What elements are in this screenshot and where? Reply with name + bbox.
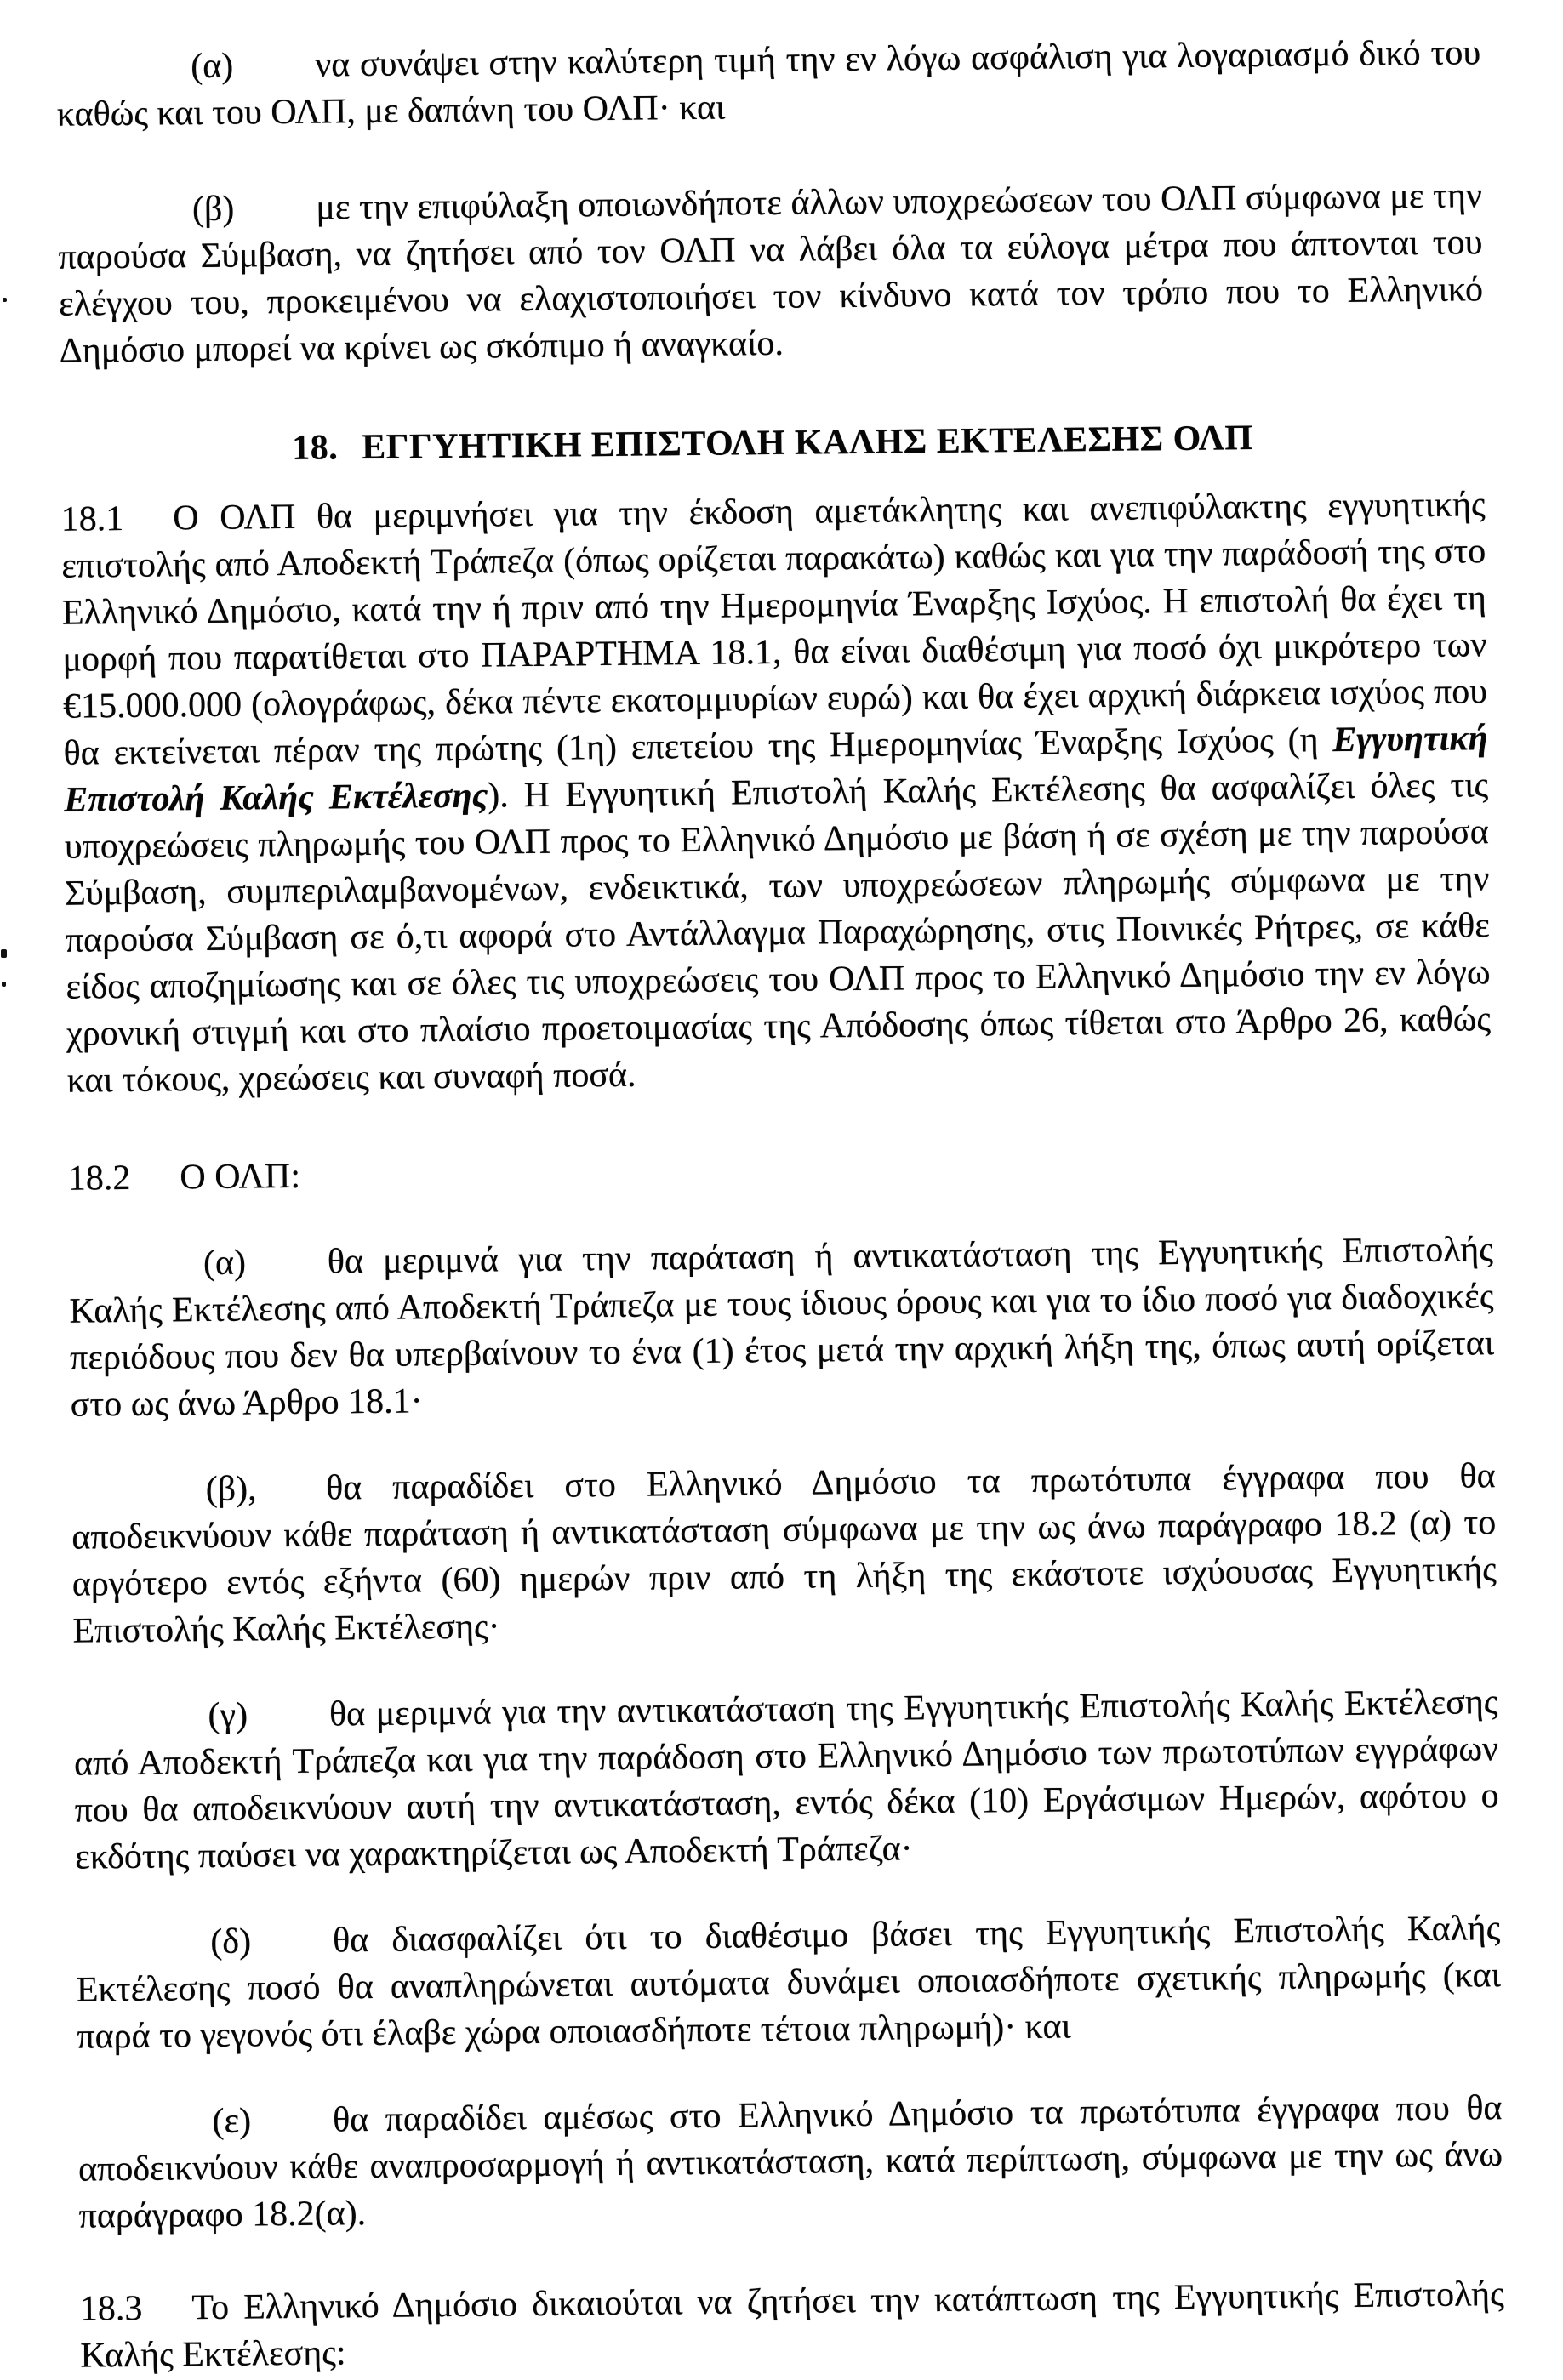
scan-speck <box>2 982 6 987</box>
item-label: (β) <box>192 190 235 230</box>
label-gap <box>248 1726 329 1727</box>
section-heading <box>60 413 1485 475</box>
item-text: θα μεριμνά για την παράταση ή αντικατάσταση της Εγγυητικής Επιστολής Καλής Εκτέλεσης από Αποδεκτή Τράπεζα με τους ίδιους όρους και για το ίδιο ποσό για διαδοχικές περιόδους που δεν θα υπερβαίνουν το ένα (1) έτος μετά την αρχική λήξη της, όπως αυτή ορίζεται στο ως άνω Άρθρο 18.1· <box>69 1230 1494 1425</box>
label-gap <box>246 1273 328 1274</box>
item-18-2-delta <box>76 1905 1502 2061</box>
heading-title: ΕΓΓΥΗΤΙΚΗ ΕΠΙΣΤΟΛΗ ΚΑΛΗΣ ΕΚΤΕΛΕΣΗΣ ΟΛΠ <box>362 418 1253 467</box>
item-18-2-alpha <box>69 1227 1495 1429</box>
item-18-2-beta <box>71 1453 1497 1655</box>
scan-speck <box>1 949 7 958</box>
section-18-3 <box>80 2271 1505 2380</box>
number-gap <box>142 2319 191 2320</box>
number-gap <box>123 529 173 530</box>
item-18-2-epsilon <box>77 2085 1503 2241</box>
item-label: (γ) <box>208 1696 248 1735</box>
section-text: Ο ΟΛΠ θα μεριμνήσει για την έκδοση αμετάκλητης και ανεπιφύλακτης εγγυητικής επιστολής από Αποδεκτή Τράπεζα (όπως ορίζεται παρακάτω) καθώς και για την παράδοσή της στο Ελληνικό Δημόσιο, κατά την ή πριν από την Ημερομηνία Έναρξης Ισχύος. Η επιστολή θα έχει τη μορφή που παρατίθεται στο ΠΑΡΑΡΤΗΜΑ 18.1, θα είναι διαθέσιμη για ποσό όχι μικρότερο των €15.000.000 (ολογράφως, δέκα πέντε εκατομμυρίων ευρώ) και θα έχει αρχική διάρκεια ισχύος που θα εκτείνεται πέραν της πρώτης (1η) επετείου της Ημερομηνίας Έναρξης Ισχύος (η <box>61 485 1487 773</box>
item-text: θα παραδίδει στο Ελληνικό Δημόσιο τα πρωτότυπα έγγραφα που θα αποδεικνύουν κάθε παράταση ή αντικατάσταση σύμφωνα με την ως άνω παράγραφο 18.2 (α) το αργότερο εντός εξήντα (60) ημερών πριν από τη λήξη της εκάστοτε ισχύουσας Εγγυητικής Επιστολής Καλής Εκτέλεσης· <box>71 1456 1497 1651</box>
intro-item-alpha <box>56 30 1481 139</box>
intro-item-beta <box>58 173 1484 375</box>
heading-number: 18. <box>292 428 338 468</box>
stray-mark: , <box>248 1466 277 1512</box>
label-gap <box>251 1951 333 1952</box>
item-label: (δ) <box>210 1922 251 1962</box>
scan-speck <box>3 298 7 302</box>
item-label: (ε) <box>212 2102 251 2141</box>
item-18-2-gamma <box>73 1679 1499 1882</box>
section-text: ). Η Εγγυητική Επιστολή Καλής Εκτέλεσης θα ασφαλίζει όλες τις υποχρεώσεις πληρωμής του ΟΛΠ προς το Ελληνικό Δημόσιο με βάση ή σε σχέση με την παρούσα Σύμβαση, συμπεριλαμβανομένων, ενδεικτικά, των υποχρεώσεων πληρωμής σύμφωνα με την παρούσα Σύμβαση σε ό,τι αφορά στο Αντάλλαγμα Παραχώρησης, στις Ποινικές Ρήτρες, σε κάθε είδος αποζημίωσης και σε όλες τις υποχρεώσεις του ΟΛΠ προς το Ελληνικό Δημόσιο την εν λόγω χρονική στιγμή και στο πλαίσιο προετοιμασίας της Απόδοσης όπως τίθεται στο Άρθρο 26, καθώς και τόκους, χρεώσεις και συναφή ποσά. <box>65 766 1492 1101</box>
section-number: 18.2 <box>68 1159 131 1199</box>
item-label: (α) <box>203 1244 246 1284</box>
section-text: Το Ελληνικό Δημόσιο δικαιούται να ζητήσει την κατάπτωση της Εγγυητικής Επιστολής Καλής Εκτέλεσης: <box>80 2275 1504 2376</box>
item-text: να συνάψει στην καλύτερη τιμή την εν λόγω ασφάλιση για λογαριασμό δικό του καθώς και του ΟΛΠ, με δαπάνη του ΟΛΠ· και <box>57 33 1481 134</box>
section-text: Ο ΟΛΠ: <box>180 1157 300 1197</box>
label-gap <box>234 219 316 220</box>
section-18-1 <box>61 481 1492 1104</box>
section-18-2-lead <box>68 1141 1492 1203</box>
section-number: 18.1 <box>61 499 124 539</box>
defined-term: Εγγυητική Επιστολή Καλής Εκτέλεσης <box>64 719 1488 820</box>
item-text: με την επιφύλαξη οποιωνδήποτε άλλων υποχρεώσεων του ΟΛΠ σύμφωνα με την παρούσα Σύμβαση, να ζητήσει από τον ΟΛΠ να λάβει όλα τα εύλογα μέτρα που άπτονται του ελέγχου του, προκειμένου να ελαχιστοποιήσει τον κίνδυνο κατά τον τρόπο που το Ελληνικό Δημόσιο μπορεί να κρίνει ως σκόπιμο ή αναγκαίο. <box>58 176 1483 371</box>
item-text: θα μεριμνά για την αντικατάσταση της Εγγυητικής Επιστολής Καλής Εκτέλεσης από Αποδεκτή Τράπεζα και για την παράδοση στο Ελληνικό Δημόσιο των πρωτοτύπων εγγράφων που θα αποδεικνύουν αυτή την αντικατάσταση, εντός δέκα (10) Εργάσιμων Ημερών, αφότου ο εκδότης παύσει να χαρακτηρίζεται ως Αποδεκτή Τράπεζα· <box>74 1683 1499 1877</box>
item-text: θα διασφαλίζει ότι το διαθέσιμο βάσει της Εγγυητικής Επιστολής Καλής Εκτέλεσης ποσό θα αναπληρώνεται αυτόματα δυνάμει οποιασδήποτε σχετικής πληρωμής (και παρά το γεγονός ότι έλαβε χώρα οποιασδήποτε τέτοια πληρωμή)· και <box>77 1909 1501 2057</box>
item-text: θα παραδίδει αμέσως στο Ελληνικό Δημόσιο τα πρωτότυπα έγγραφα που θα αποδεικνύουν κάθε αναπροσαρμογή ή αντικατάσταση, κατά περίπτωση, σύμφωνα με την ως άνω παράγραφο 18.2(α). <box>78 2088 1503 2236</box>
number-gap <box>131 1188 180 1189</box>
section-number: 18.3 <box>80 2289 143 2329</box>
item-label: (β) <box>205 1470 248 1510</box>
item-label: (α) <box>191 47 233 87</box>
